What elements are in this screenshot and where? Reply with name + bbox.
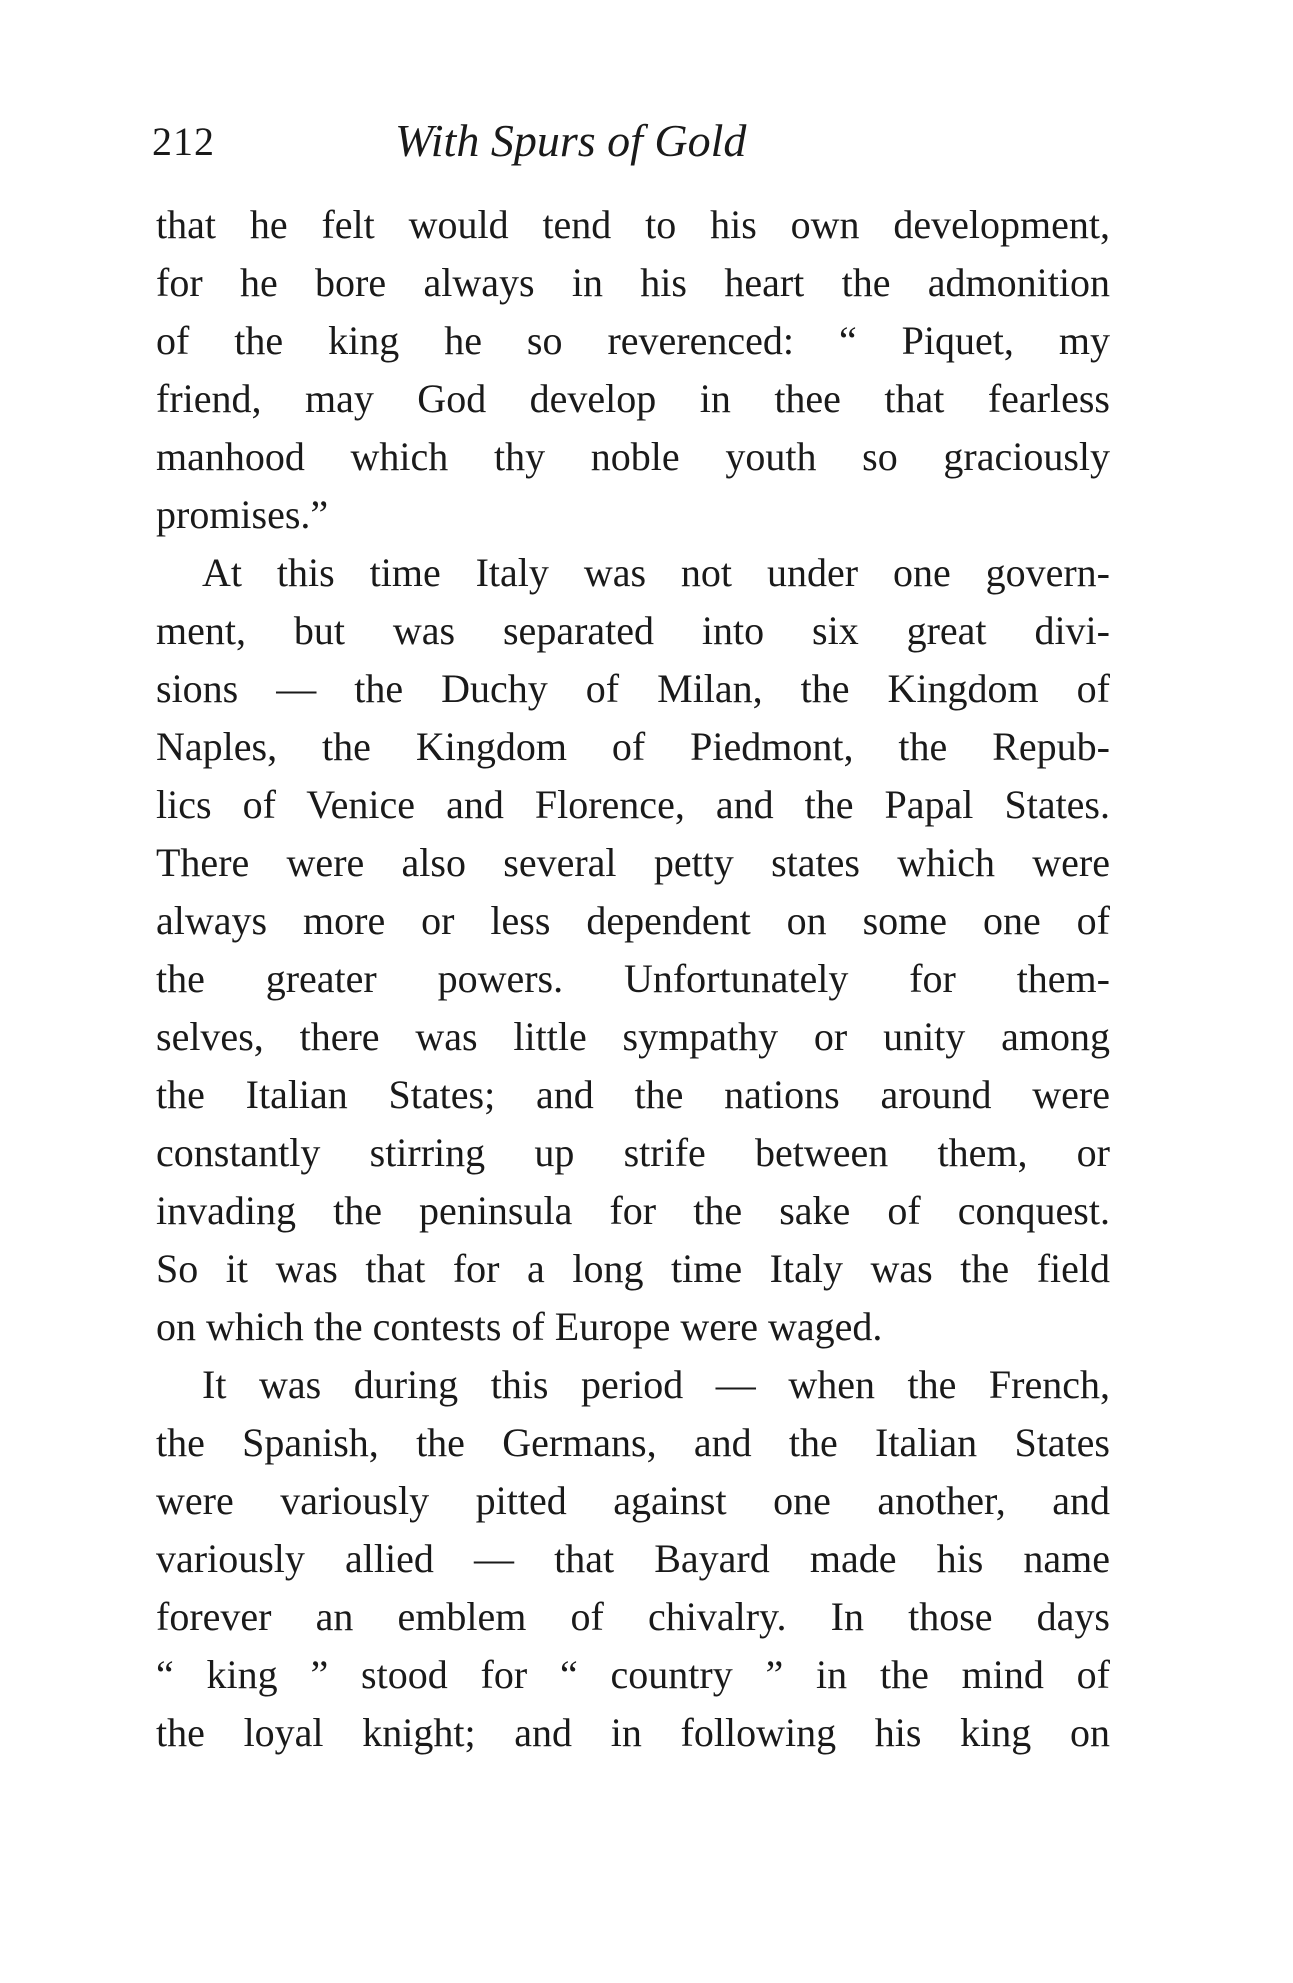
text-line: the Italian States; and the nations around were [156,1072,1110,1117]
text-line: invading the peninsula for the sake of conquest. [156,1188,1110,1233]
text-line: selves, there was little sympathy or unity among [156,1014,1110,1059]
text-line: the greater powers. Unfortunately for them- [156,956,1110,1001]
text-line: on which the contests of Europe were waged. [156,1304,883,1349]
paragraph [156,196,1110,544]
text-line: It was during this period — when the French, [202,1362,1110,1407]
text-line: There were also several petty states which were [156,840,1110,885]
text-line: always more or less dependent on some one of [156,898,1110,943]
text-line: the loyal knight; and in following his king on [156,1710,1110,1755]
page-header [152,115,1112,178]
text-line: At this time Italy was not under one govern- [202,550,1110,595]
text-line: “ king ” stood for “ country ” in the mind of [156,1652,1110,1697]
text-line: were variously pitted against one another, and [156,1478,1110,1523]
body-text [156,196,1110,1762]
text-line: manhood which thy noble youth so graciously [156,434,1110,479]
text-line: ment, but was separated into six great divi- [156,608,1110,653]
text-line: Naples, the Kingdom of Piedmont, the Repub- [156,724,1110,769]
page-number: 212 [152,119,215,164]
paragraph [156,544,1110,1356]
text-line: the Spanish, the Germans, and the Italian States [156,1420,1110,1465]
text-line: for he bore always in his heart the admonition [156,260,1110,305]
running-title: With Spurs of Gold [395,115,747,166]
text-line: that he felt would tend to his own development, [156,202,1110,247]
text-line: constantly stirring up strife between them, or [156,1130,1110,1175]
text-line: sions — the Duchy of Milan, the Kingdom of [156,666,1110,711]
text-line: friend, may God develop in thee that fearless [156,376,1110,421]
text-line: So it was that for a long time Italy was the field [156,1246,1110,1291]
text-line: lics of Venice and Florence, and the Papal States. [156,782,1110,827]
text-line: variously allied — that Bayard made his name [156,1536,1110,1581]
text-line: promises.” [156,492,329,537]
paragraph [156,1356,1110,1762]
text-line: of the king he so reverenced: “ Piquet, my [156,318,1110,363]
text-line: forever an emblem of chivalry. In those days [156,1594,1110,1639]
